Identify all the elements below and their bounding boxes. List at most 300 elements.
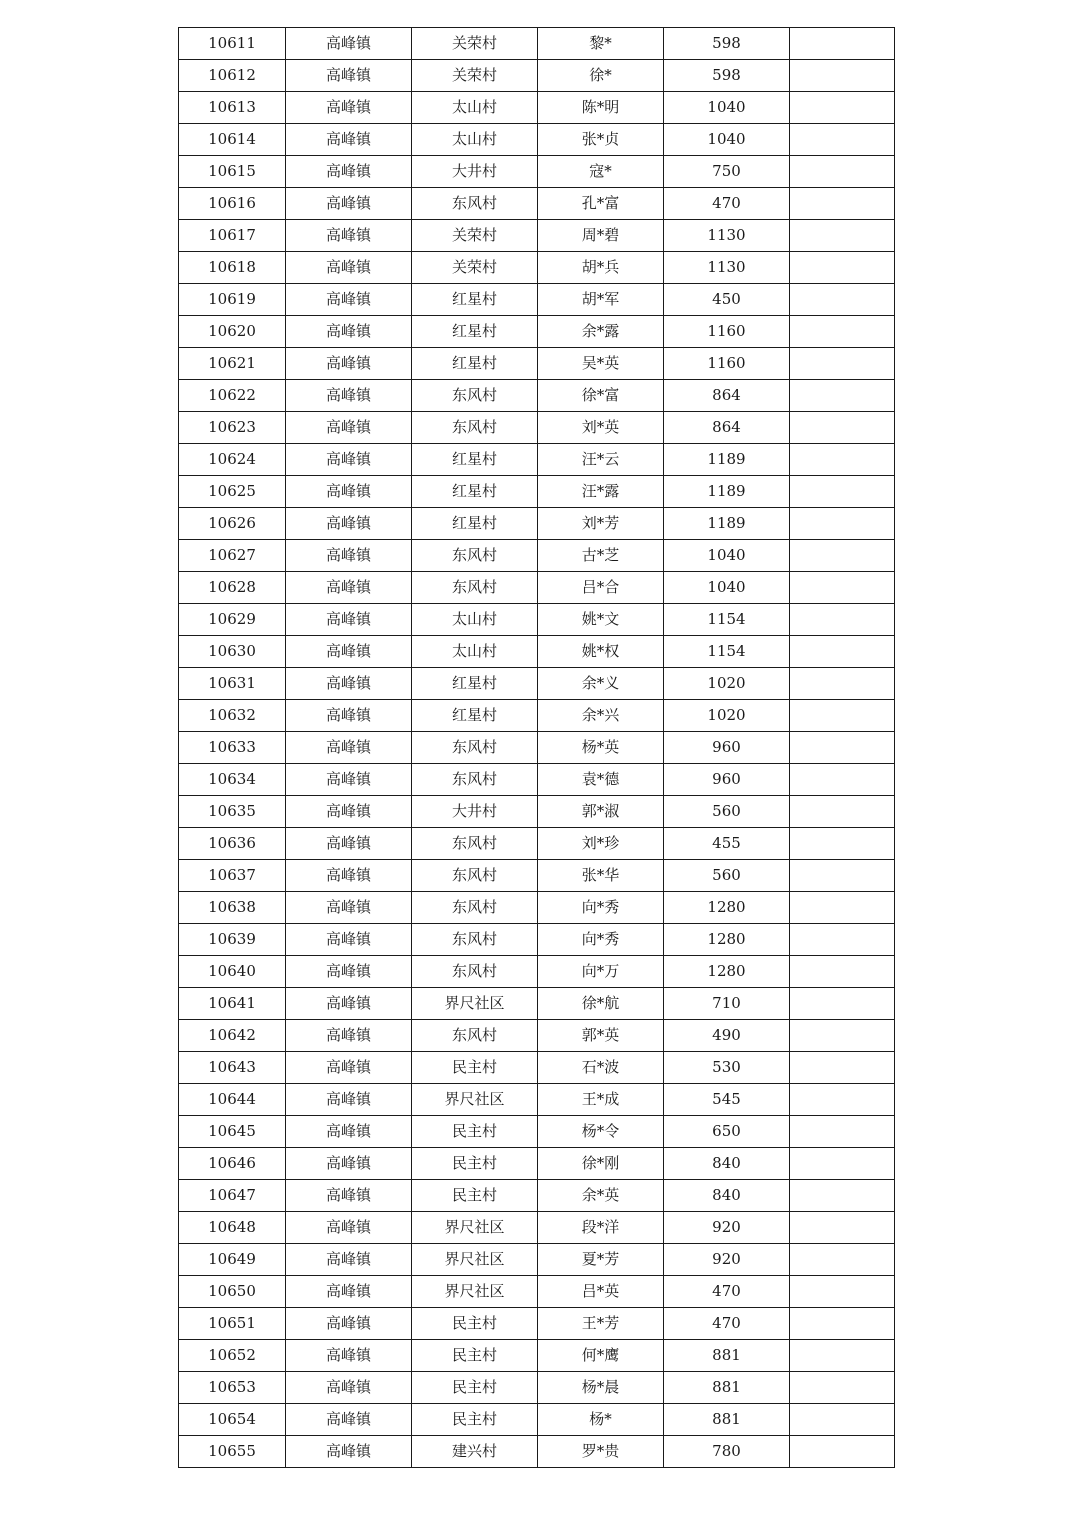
table-row <box>179 1212 895 1244</box>
table-row <box>179 1180 895 1212</box>
row-id-cell: 10635 <box>179 796 286 828</box>
row-id-cell: 10650 <box>179 1276 286 1308</box>
row-id-cell: 10644 <box>179 1084 286 1116</box>
table-row <box>179 572 895 604</box>
row-name-cell: 汪*露 <box>538 476 664 508</box>
table-row <box>179 1148 895 1180</box>
row-remark-cell <box>790 444 895 476</box>
row-town-cell: 高峰镇 <box>286 380 412 412</box>
row-town-cell: 高峰镇 <box>286 1084 412 1116</box>
row-village-cell: 红星村 <box>412 316 538 348</box>
row-amount-cell: 840 <box>664 1148 790 1180</box>
row-amount-cell: 1040 <box>664 92 790 124</box>
row-id-cell: 10637 <box>179 860 286 892</box>
table-row <box>179 604 895 636</box>
row-amount-cell: 1189 <box>664 508 790 540</box>
row-name-cell: 杨* <box>538 1404 664 1436</box>
table-row <box>179 188 895 220</box>
row-name-cell: 徐*刚 <box>538 1148 664 1180</box>
row-name-cell: 徐* <box>538 60 664 92</box>
row-name-cell: 张*贞 <box>538 124 664 156</box>
row-amount-cell: 881 <box>664 1372 790 1404</box>
table-row <box>179 28 895 60</box>
row-town-cell: 高峰镇 <box>286 1372 412 1404</box>
table-row <box>179 924 895 956</box>
row-remark-cell <box>790 348 895 380</box>
row-name-cell: 袁*德 <box>538 764 664 796</box>
row-village-cell: 东风村 <box>412 860 538 892</box>
row-amount-cell: 1189 <box>664 476 790 508</box>
row-remark-cell <box>790 924 895 956</box>
row-id-cell: 10616 <box>179 188 286 220</box>
row-town-cell: 高峰镇 <box>286 28 412 60</box>
table-row <box>179 348 895 380</box>
row-village-cell: 东风村 <box>412 412 538 444</box>
row-village-cell: 界尺社区 <box>412 988 538 1020</box>
row-amount-cell: 1154 <box>664 604 790 636</box>
row-id-cell: 10647 <box>179 1180 286 1212</box>
row-id-cell: 10621 <box>179 348 286 380</box>
row-id-cell: 10653 <box>179 1372 286 1404</box>
table-row <box>179 1436 895 1468</box>
row-village-cell: 东风村 <box>412 764 538 796</box>
table-row <box>179 1372 895 1404</box>
row-amount-cell: 840 <box>664 1180 790 1212</box>
row-id-cell: 10611 <box>179 28 286 60</box>
row-amount-cell: 920 <box>664 1244 790 1276</box>
row-remark-cell <box>790 1404 895 1436</box>
table-row <box>179 1276 895 1308</box>
row-name-cell: 刘*芳 <box>538 508 664 540</box>
row-amount-cell: 920 <box>664 1212 790 1244</box>
row-amount-cell: 1160 <box>664 348 790 380</box>
row-id-cell: 10642 <box>179 1020 286 1052</box>
row-village-cell: 东风村 <box>412 924 538 956</box>
row-name-cell: 寇* <box>538 156 664 188</box>
row-village-cell: 红星村 <box>412 348 538 380</box>
row-village-cell: 大井村 <box>412 156 538 188</box>
row-remark-cell <box>790 188 895 220</box>
row-remark-cell <box>790 732 895 764</box>
row-name-cell: 徐*航 <box>538 988 664 1020</box>
row-remark-cell <box>790 28 895 60</box>
row-remark-cell <box>790 252 895 284</box>
row-village-cell: 关荣村 <box>412 220 538 252</box>
row-amount-cell: 560 <box>664 796 790 828</box>
row-village-cell: 界尺社区 <box>412 1244 538 1276</box>
row-amount-cell: 455 <box>664 828 790 860</box>
row-amount-cell: 1280 <box>664 956 790 988</box>
row-amount-cell: 1020 <box>664 700 790 732</box>
row-town-cell: 高峰镇 <box>286 572 412 604</box>
row-name-cell: 夏*芳 <box>538 1244 664 1276</box>
row-town-cell: 高峰镇 <box>286 188 412 220</box>
row-name-cell: 余*英 <box>538 1180 664 1212</box>
row-village-cell: 太山村 <box>412 124 538 156</box>
row-amount-cell: 1160 <box>664 316 790 348</box>
row-town-cell: 高峰镇 <box>286 604 412 636</box>
row-name-cell: 郭*英 <box>538 1020 664 1052</box>
row-town-cell: 高峰镇 <box>286 892 412 924</box>
row-amount-cell: 1040 <box>664 540 790 572</box>
row-remark-cell <box>790 1212 895 1244</box>
table-row <box>179 476 895 508</box>
row-id-cell: 10632 <box>179 700 286 732</box>
row-id-cell: 10651 <box>179 1308 286 1340</box>
row-name-cell: 郭*淑 <box>538 796 664 828</box>
row-remark-cell <box>790 1372 895 1404</box>
row-town-cell: 高峰镇 <box>286 444 412 476</box>
row-town-cell: 高峰镇 <box>286 1180 412 1212</box>
row-remark-cell <box>790 1436 895 1468</box>
row-amount-cell: 864 <box>664 412 790 444</box>
row-remark-cell <box>790 796 895 828</box>
row-id-cell: 10630 <box>179 636 286 668</box>
table-row <box>179 1084 895 1116</box>
row-village-cell: 民主村 <box>412 1180 538 1212</box>
row-id-cell: 10623 <box>179 412 286 444</box>
row-town-cell: 高峰镇 <box>286 156 412 188</box>
row-amount-cell: 960 <box>664 764 790 796</box>
row-remark-cell <box>790 668 895 700</box>
row-town-cell: 高峰镇 <box>286 1276 412 1308</box>
row-town-cell: 高峰镇 <box>286 828 412 860</box>
row-remark-cell <box>790 636 895 668</box>
table-row <box>179 1308 895 1340</box>
row-id-cell: 10652 <box>179 1340 286 1372</box>
row-id-cell: 10636 <box>179 828 286 860</box>
row-name-cell: 向*秀 <box>538 892 664 924</box>
row-id-cell: 10628 <box>179 572 286 604</box>
row-village-cell: 太山村 <box>412 636 538 668</box>
row-amount-cell: 560 <box>664 860 790 892</box>
table-row <box>179 668 895 700</box>
row-village-cell: 建兴村 <box>412 1436 538 1468</box>
table-row <box>179 508 895 540</box>
row-town-cell: 高峰镇 <box>286 1436 412 1468</box>
row-town-cell: 高峰镇 <box>286 1148 412 1180</box>
row-remark-cell <box>790 1180 895 1212</box>
row-town-cell: 高峰镇 <box>286 1020 412 1052</box>
table-row <box>179 1244 895 1276</box>
table-row <box>179 92 895 124</box>
row-remark-cell <box>790 1020 895 1052</box>
row-amount-cell: 1130 <box>664 252 790 284</box>
row-name-cell: 何*鹰 <box>538 1340 664 1372</box>
row-town-cell: 高峰镇 <box>286 796 412 828</box>
row-name-cell: 刘*英 <box>538 412 664 444</box>
row-town-cell: 高峰镇 <box>286 124 412 156</box>
row-amount-cell: 1020 <box>664 668 790 700</box>
row-town-cell: 高峰镇 <box>286 412 412 444</box>
row-remark-cell <box>790 828 895 860</box>
row-town-cell: 高峰镇 <box>286 476 412 508</box>
row-name-cell: 向*万 <box>538 956 664 988</box>
row-town-cell: 高峰镇 <box>286 92 412 124</box>
table-row <box>179 956 895 988</box>
row-town-cell: 高峰镇 <box>286 252 412 284</box>
row-amount-cell: 1280 <box>664 924 790 956</box>
row-id-cell: 10613 <box>179 92 286 124</box>
row-id-cell: 10624 <box>179 444 286 476</box>
row-remark-cell <box>790 412 895 444</box>
row-id-cell: 10640 <box>179 956 286 988</box>
row-name-cell: 王*芳 <box>538 1308 664 1340</box>
row-name-cell: 吕*英 <box>538 1276 664 1308</box>
row-amount-cell: 450 <box>664 284 790 316</box>
table-row <box>179 1340 895 1372</box>
row-id-cell: 10645 <box>179 1116 286 1148</box>
row-id-cell: 10629 <box>179 604 286 636</box>
row-id-cell: 10639 <box>179 924 286 956</box>
row-remark-cell <box>790 476 895 508</box>
row-amount-cell: 1040 <box>664 124 790 156</box>
table-row <box>179 252 895 284</box>
row-village-cell: 民主村 <box>412 1116 538 1148</box>
row-name-cell: 黎* <box>538 28 664 60</box>
row-village-cell: 红星村 <box>412 476 538 508</box>
row-amount-cell: 750 <box>664 156 790 188</box>
row-id-cell: 10646 <box>179 1148 286 1180</box>
row-amount-cell: 598 <box>664 60 790 92</box>
row-remark-cell <box>790 892 895 924</box>
row-village-cell: 红星村 <box>412 508 538 540</box>
row-remark-cell <box>790 1340 895 1372</box>
row-name-cell: 石*波 <box>538 1052 664 1084</box>
row-remark-cell <box>790 700 895 732</box>
row-amount-cell: 1154 <box>664 636 790 668</box>
row-remark-cell <box>790 508 895 540</box>
table-row <box>179 796 895 828</box>
row-name-cell: 张*华 <box>538 860 664 892</box>
row-village-cell: 民主村 <box>412 1308 538 1340</box>
row-name-cell: 汪*云 <box>538 444 664 476</box>
row-remark-cell <box>790 988 895 1020</box>
row-amount-cell: 470 <box>664 188 790 220</box>
row-amount-cell: 470 <box>664 1276 790 1308</box>
row-name-cell: 徐*富 <box>538 380 664 412</box>
row-village-cell: 关荣村 <box>412 28 538 60</box>
row-remark-cell <box>790 124 895 156</box>
row-remark-cell <box>790 60 895 92</box>
row-name-cell: 刘*珍 <box>538 828 664 860</box>
row-village-cell: 关荣村 <box>412 252 538 284</box>
row-town-cell: 高峰镇 <box>286 668 412 700</box>
row-name-cell: 余*露 <box>538 316 664 348</box>
row-village-cell: 东风村 <box>412 1020 538 1052</box>
row-name-cell: 余*义 <box>538 668 664 700</box>
row-id-cell: 10627 <box>179 540 286 572</box>
row-village-cell: 东风村 <box>412 572 538 604</box>
table-row <box>179 316 895 348</box>
row-remark-cell <box>790 1244 895 1276</box>
row-town-cell: 高峰镇 <box>286 636 412 668</box>
row-village-cell: 民主村 <box>412 1148 538 1180</box>
row-town-cell: 高峰镇 <box>286 1404 412 1436</box>
roster-table-body <box>179 28 895 1468</box>
row-id-cell: 10634 <box>179 764 286 796</box>
row-village-cell: 红星村 <box>412 668 538 700</box>
row-amount-cell: 530 <box>664 1052 790 1084</box>
row-village-cell: 东风村 <box>412 732 538 764</box>
row-town-cell: 高峰镇 <box>286 860 412 892</box>
table-row <box>179 124 895 156</box>
row-village-cell: 大井村 <box>412 796 538 828</box>
row-id-cell: 10615 <box>179 156 286 188</box>
row-amount-cell: 960 <box>664 732 790 764</box>
row-id-cell: 10618 <box>179 252 286 284</box>
row-remark-cell <box>790 284 895 316</box>
row-id-cell: 10655 <box>179 1436 286 1468</box>
row-name-cell: 余*兴 <box>538 700 664 732</box>
row-remark-cell <box>790 380 895 412</box>
table-row <box>179 860 895 892</box>
row-amount-cell: 1189 <box>664 444 790 476</box>
row-amount-cell: 1040 <box>664 572 790 604</box>
row-remark-cell <box>790 572 895 604</box>
row-town-cell: 高峰镇 <box>286 1052 412 1084</box>
row-town-cell: 高峰镇 <box>286 764 412 796</box>
row-name-cell: 古*芝 <box>538 540 664 572</box>
table-row <box>179 444 895 476</box>
row-name-cell: 吴*英 <box>538 348 664 380</box>
row-town-cell: 高峰镇 <box>286 700 412 732</box>
table-row <box>179 156 895 188</box>
row-id-cell: 10626 <box>179 508 286 540</box>
row-town-cell: 高峰镇 <box>286 1244 412 1276</box>
row-village-cell: 太山村 <box>412 604 538 636</box>
table-row <box>179 284 895 316</box>
row-village-cell: 民主村 <box>412 1404 538 1436</box>
row-id-cell: 10614 <box>179 124 286 156</box>
row-remark-cell <box>790 92 895 124</box>
row-town-cell: 高峰镇 <box>286 508 412 540</box>
row-id-cell: 10643 <box>179 1052 286 1084</box>
row-village-cell: 太山村 <box>412 92 538 124</box>
row-id-cell: 10631 <box>179 668 286 700</box>
table-row <box>179 1404 895 1436</box>
row-village-cell: 界尺社区 <box>412 1084 538 1116</box>
row-remark-cell <box>790 604 895 636</box>
row-amount-cell: 710 <box>664 988 790 1020</box>
row-name-cell: 周*碧 <box>538 220 664 252</box>
row-remark-cell <box>790 220 895 252</box>
roster-sheet <box>178 27 894 1468</box>
table-row <box>179 828 895 860</box>
row-remark-cell <box>790 1276 895 1308</box>
row-village-cell: 东风村 <box>412 956 538 988</box>
row-remark-cell <box>790 860 895 892</box>
row-id-cell: 10612 <box>179 60 286 92</box>
row-town-cell: 高峰镇 <box>286 220 412 252</box>
row-village-cell: 界尺社区 <box>412 1276 538 1308</box>
table-row <box>179 60 895 92</box>
row-village-cell: 关荣村 <box>412 60 538 92</box>
row-remark-cell <box>790 1308 895 1340</box>
row-name-cell: 姚*权 <box>538 636 664 668</box>
row-remark-cell <box>790 764 895 796</box>
row-remark-cell <box>790 1084 895 1116</box>
table-row <box>179 988 895 1020</box>
row-town-cell: 高峰镇 <box>286 60 412 92</box>
row-name-cell: 胡*兵 <box>538 252 664 284</box>
row-id-cell: 10641 <box>179 988 286 1020</box>
row-id-cell: 10625 <box>179 476 286 508</box>
table-row <box>179 1116 895 1148</box>
row-id-cell: 10617 <box>179 220 286 252</box>
row-amount-cell: 598 <box>664 28 790 60</box>
row-remark-cell <box>790 316 895 348</box>
table-row <box>179 700 895 732</box>
row-amount-cell: 1280 <box>664 892 790 924</box>
row-remark-cell <box>790 956 895 988</box>
row-name-cell: 吕*合 <box>538 572 664 604</box>
table-row <box>179 1020 895 1052</box>
table-row <box>179 1052 895 1084</box>
row-name-cell: 向*秀 <box>538 924 664 956</box>
row-amount-cell: 650 <box>664 1116 790 1148</box>
row-town-cell: 高峰镇 <box>286 1116 412 1148</box>
row-id-cell: 10648 <box>179 1212 286 1244</box>
row-name-cell: 陈*明 <box>538 92 664 124</box>
row-village-cell: 东风村 <box>412 380 538 412</box>
row-name-cell: 胡*军 <box>538 284 664 316</box>
row-name-cell: 段*洋 <box>538 1212 664 1244</box>
row-id-cell: 10654 <box>179 1404 286 1436</box>
row-amount-cell: 490 <box>664 1020 790 1052</box>
row-remark-cell <box>790 156 895 188</box>
row-town-cell: 高峰镇 <box>286 956 412 988</box>
row-town-cell: 高峰镇 <box>286 316 412 348</box>
row-amount-cell: 881 <box>664 1404 790 1436</box>
row-amount-cell: 1130 <box>664 220 790 252</box>
row-amount-cell: 545 <box>664 1084 790 1116</box>
row-id-cell: 10638 <box>179 892 286 924</box>
row-town-cell: 高峰镇 <box>286 1212 412 1244</box>
row-town-cell: 高峰镇 <box>286 924 412 956</box>
table-row <box>179 220 895 252</box>
row-id-cell: 10619 <box>179 284 286 316</box>
table-row <box>179 380 895 412</box>
row-name-cell: 孔*富 <box>538 188 664 220</box>
row-name-cell: 杨*令 <box>538 1116 664 1148</box>
row-name-cell: 罗*贵 <box>538 1436 664 1468</box>
row-village-cell: 东风村 <box>412 892 538 924</box>
row-id-cell: 10633 <box>179 732 286 764</box>
table-row <box>179 636 895 668</box>
row-town-cell: 高峰镇 <box>286 284 412 316</box>
row-village-cell: 民主村 <box>412 1372 538 1404</box>
row-remark-cell <box>790 540 895 572</box>
row-id-cell: 10620 <box>179 316 286 348</box>
table-row <box>179 732 895 764</box>
row-amount-cell: 780 <box>664 1436 790 1468</box>
row-town-cell: 高峰镇 <box>286 540 412 572</box>
table-row <box>179 764 895 796</box>
row-village-cell: 红星村 <box>412 700 538 732</box>
row-village-cell: 民主村 <box>412 1340 538 1372</box>
roster-table <box>178 27 895 1468</box>
table-row <box>179 540 895 572</box>
row-village-cell: 东风村 <box>412 540 538 572</box>
row-town-cell: 高峰镇 <box>286 348 412 380</box>
row-village-cell: 界尺社区 <box>412 1212 538 1244</box>
row-village-cell: 东风村 <box>412 828 538 860</box>
row-town-cell: 高峰镇 <box>286 1340 412 1372</box>
row-id-cell: 10622 <box>179 380 286 412</box>
row-amount-cell: 881 <box>664 1340 790 1372</box>
row-name-cell: 杨*英 <box>538 732 664 764</box>
